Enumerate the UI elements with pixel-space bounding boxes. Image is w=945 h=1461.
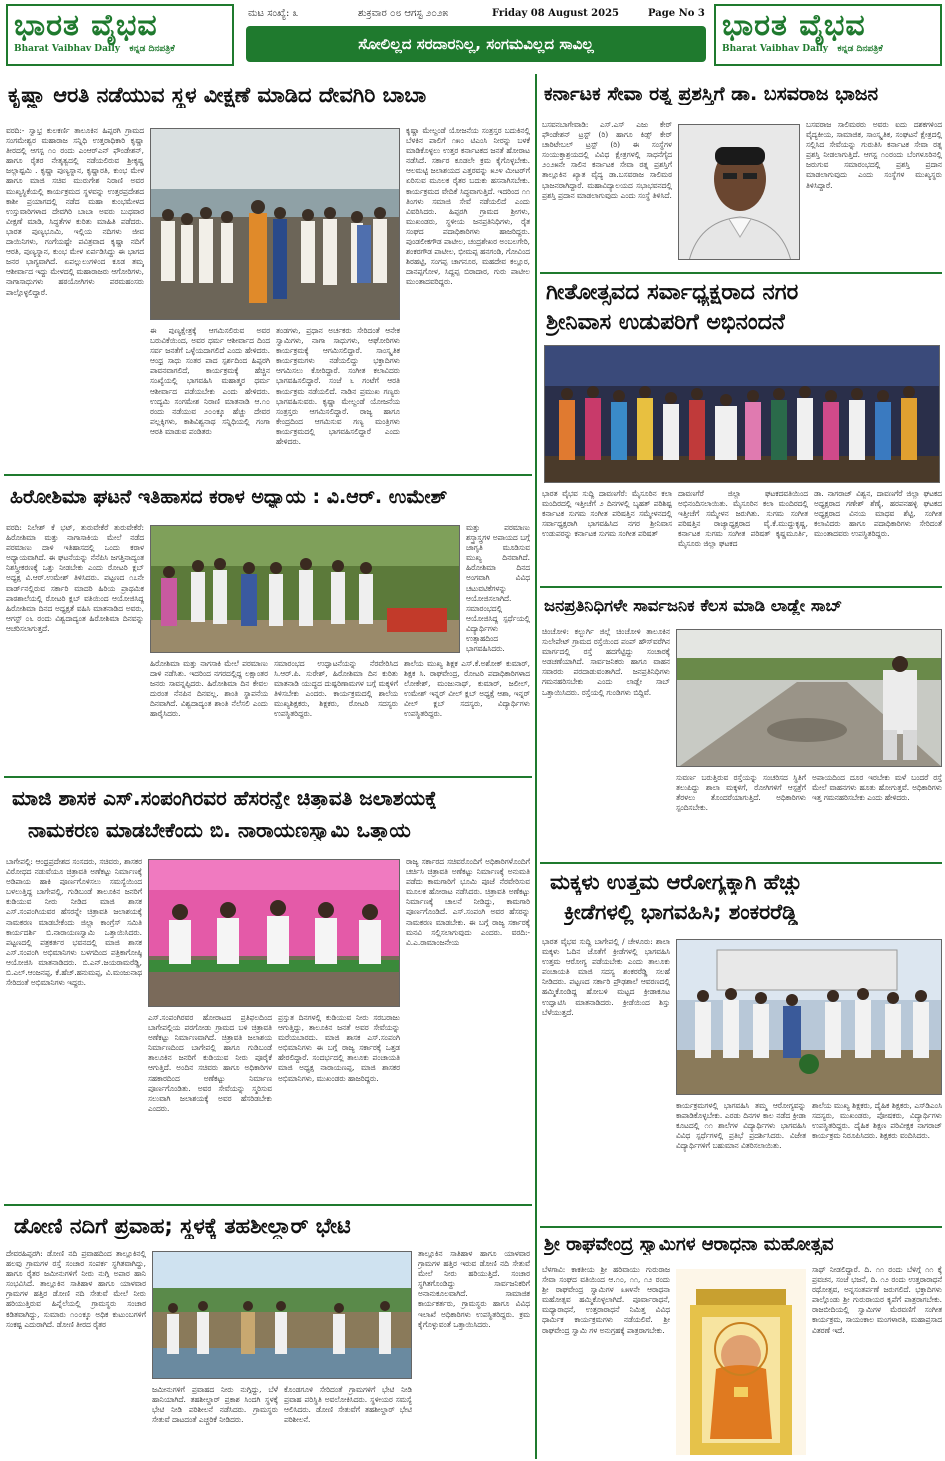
headline: ಕೃಷ್ಣಾ ಆರತಿ ನಡೆಯುವ ಸ್ಥಳ ವೀಕ್ಷಣೆ ಮಾಡಿದ ದೇವಗಿರಿ ಬಾಬಾ [8, 84, 427, 107]
brand-name: ಭಾರತ ವೈಭವ [722, 8, 866, 43]
kannada-date: ಶುಕ್ರವಾರ ೦೮ ಆಗಸ್ಟ ೨೦೨೫ [358, 8, 448, 19]
article-body: ಸುವರ್ಣ ಬರುತ್ತಿರುವ ರಸ್ತೆಯನ್ನು ಸಂಚರಿಸದ ಸ್ಥಿತಿಗೆ ತಲುಪಿದ್ದು ಶಾಲಾ ಮಕ್ಕಳಿಗೆ, ರೋಗಿಗಳಿಗೆ ಆಸ್ಪತ್ರೆಗೆ ತೆರಳಲು ತೊಂದರೆಯಾಗುತ್ತಿದೆ. ಅಧಿಕಾರಿಗಳು ಸ್ಪಂದಿಸಬೇಕು. [676, 773, 806, 813]
headline: ಮಕ್ಕಳು ಉತ್ತಮ ಆರೋಗ್ಯಕ್ಕಾಗಿ ಹೆಚ್ಚು [550, 871, 803, 894]
column-divider [535, 74, 537, 1459]
portrait-photo [678, 124, 800, 260]
issue-bar [240, 6, 708, 24]
news-photo [152, 1251, 412, 1379]
article-body: ಬಸವನಬಾಗೇವಾಡಿ: ಎಸ್.ಎಸ್ ಎಜು ಕೇರ್ ಫೌಂಡೇಶನ್ ಟ್ರಸ್ಟ್ (ರಿ) ಹಾಗೂ ಕಿಡ್ಸ್ ಕೇರ್ ಚಾರಿಟೇಬಲ್ ಟ್ರಸ್ಟ್ (ರಿ) ಈ ಸಂಸ್ಥೆಗಳ ಸಂಯುಕ್ತಾಶ್ರಯದಲ್ಲಿ ವಿವಿಧ ಕ್ಷೇತ್ರಗಳಲ್ಲಿ ಸಾಧನೆಗೈದ ೨೦೨೫ನೇ ಸಾಲಿನ ಕರ್ನಾಟಕ ಸೇವಾ ರತ್ನ ಪ್ರಶಸ್ತಿಗೆ ತಾಲ್ಲೂಕಿನ ಖ್ಯಾತ ವೈದ್ಯ ಡಾ.ಬಸವರಾಜ ಸಾಲಿಮಠ ಭಾಜನರಾಗಿದ್ದಾರೆ. ಮಹಾವಿದ್ಯಾಲಯದ ಸಭಾಭವನದಲ್ಲಿ ಪ್ರಶಸ್ತಿ ಪ್ರದಾನ ಮಾಡಲಾಗುವುದು ಎಂದು ಸಂಸ್ಥೆ ತಿಳಿಸಿದೆ. [542, 120, 672, 200]
article-body: ಅಪಾಯದಿಂದ ದೂರ ಇರಬೇಕು ಮಳೆ ಬಂದರೆ ರಸ್ತೆ ಮೇಲೆ ವಾಹನಗಳು ಹೂತು ಹೋಗುತ್ತವೆ. ಅಧಿಕಾರಿಗಳು ಇತ್ತ ಗಮನಹರಿಸಬೇಕು ಎಂದು ಹೇಳಿದರು. [812, 773, 942, 803]
article-body: ತಂಡಗಳು, ಪ್ರಧಾನ ಅರ್ಚಕರು ಸೇರಿದಂತೆ ಆನೇಕ ಸ್ವಾಮಿಗಳು, ನಾಗಾ ಸಾಧುಗಳು, ಆಘೋರಿಗಳು ಕಾರ್ಯಕ್ರಮಕ್ಕೆ ಆಗಮಿಸಲಿದ್ದಾರೆ. ಸಾಂಸ್ಕೃತಿಕ ಕಾರ್ಯಕ್ರಮಗಳು ನಡೆಯಲಿದ್ದು ಭಕ್ತಾದಿಗಳು ಆಗಮಿಸಲು ಕೋರಿದ್ದಾರೆ. ಸಂಗೀತ ಕಲಾವಿದರು ಭಾಗವಹಿಸಲಿದ್ದಾರೆ. ಸಂಜೆ ೬ ಗಂಟೆಗೆ ಆರತಿ ಕಾರ್ಯಕ್ರಮ ನಡೆಯಲಿದೆ. ನಾಡಿನ ಪ್ರಮುಖ ಗಣ್ಯರು ಭಾಗವಹಿಸುವರು. ಕೃಷ್ಣಾ ಮೇಲ್ದಂಡೆ ಯೋಜನೆಯ ಸಂತ್ರಸ್ತರು ಆಗಮಿಸಲಿದ್ದಾರೆ. ರಾಜ್ಯ ಹಾಗೂ ಕೇಂದ್ರದಿಂದ ಆಗಮಿಸುವ ಗಣ್ಯ ಮಂತ್ರಿಗಳು ಕಾರ್ಯಕ್ರಮದಲ್ಲಿ ಭಾಗವಹಿಸಲಿದ್ದಾರೆ ಎಂದು ಹೇಳಿದರು. [276, 326, 400, 447]
article-sports [538, 865, 945, 1225]
section-divider [4, 1204, 532, 1206]
brand-kannada-sub: ಕನ್ನಡ ದಿನಪತ್ರಿಕೆ [837, 44, 883, 54]
masthead [0, 0, 945, 70]
article-body: ಕೊಂಡಗೂಳಿ ಸೇರಿದಂತೆ ಗ್ರಾಮಗಳಿಗೆ ಭೇಟಿ ನೀಡಿ ಪ್ರವಾಹ ಪರಿಸ್ಥಿತಿ ಅವಲೋಕಿಸಿದರು. ಸ್ಥಳೀಯರ ಸಮಸ್ಯೆ ಆಲಿಸಿದರು. ಡೋಣಿ ಸೇತುವೆಗೆ ತಹಶೀಲ್ದಾರ್ ಭೇಟಿ ಪರಿಶೀಲನೆ. [284, 1385, 412, 1425]
article-sampangiri [0, 779, 533, 1203]
headline: ಕರ್ನಾಟಕ ಸೇವಾ ರತ್ನ ಪ್ರಶಸ್ತಿಗೆ ಡಾ. ಬಸವರಾಜ ಭಾಜನ [544, 84, 879, 105]
article-body: ಕಾರ್ಯಕ್ರಮಗಳಲ್ಲಿ ಭಾಗವಹಿಸಿ ತಮ್ಮ ಆರೋಗ್ಯವನ್ನು ಕಾಪಾಡಿಕೊಳ್ಳಬೇಕು. ಎರಡು ದಿನಗಳ ಕಾಲ ನಡೆದ ಕ್ರೀಡಾ ಕೂಟದಲ್ಲಿ ೧೧ ಶಾಲೆಗಳ ವಿದ್ಯಾರ್ಥಿಗಳು ಭಾಗವಹಿಸಿ ವಿವಿಧ ಸ್ಪರ್ಧೆಗಳಲ್ಲಿ ಪ್ರತಿಭೆ ಪ್ರದರ್ಶಿಸಿದರು. ವಿಜೇತ ವಿದ್ಯಾರ್ಥಿಗಳಿಗೆ ಬಹುಮಾನ ವಿತರಿಸಲಾಯಿತು. [676, 1101, 806, 1151]
headline: ನಾಮಕರಣ ಮಾಡಬೇಕೆಂದು ಬಿ. ನಾರಾಯಣಸ್ವಾಮಿ ಒತ್ತಾಯ [28, 819, 411, 842]
news-photo [150, 128, 400, 320]
article-body: ಶಾಲೆಯ ಮುಖ್ಯ ಶಿಕ್ಷಕ ಎಸ್.ಕೆ.ಅಶೋಕ್ ಕುಮಾರ್, ಶಿಕ್ಷಕ ಸಿ. ರಾಘವೇಂದ್ರ, ರೋಟರಿ ಪದಾಧಿಕಾರಿಗಳಾದ ಲೋಕೇಶ್, ಮಂಜುನಾಥ್, ಕುಮಾರ್, ಜಲೀಲ್, ಉಮೇಶ್ ಇನ್ನರ್ ವೀಲ್ ಕ್ಲಬ್ ಅಧ್ಯಕ್ಷೆ ಆಶಾ, ಇನ್ನರ್ ವೀಲ್ ಕ್ಲಬ್ ಸದಸ್ಯರು, ವಿದ್ಯಾರ್ಥಿಗಳು ಉಪಸ್ಥಿತರಿದ್ದರು. [404, 659, 530, 719]
article-body: ಸಮಾರಂಭದ ಉದ್ಘಾಟನೆಯನ್ನು ನೆರವೇರಿಸಿದ ಸಿ.ಆರ್.ಪಿ. ಸುರೇಶ್, ಹಿರೋಶಿಮಾ ದಿನ ಕುರಿತು ಮಾತನಾಡಿ ಯುದ್ಧದ ದುಷ್ಪರಿಣಾಮಗಳ ಬಗ್ಗೆ ಮಕ್ಕಳಿಗೆ ತಿಳಿಸಬೇಕು ಎಂದರು. ಕಾರ್ಯಕ್ರಮದಲ್ಲಿ ಶಾಲೆಯ ಮುಖ್ಯಶಿಕ್ಷಕರು, ಶಿಕ್ಷಕರು, ರೋಟರಿ ಸದಸ್ಯರು ಉಪಸ್ಥಿತರಿದ್ದರು. [274, 659, 398, 719]
article-body: ಚಿಂಚೋಳಿ: ಕಲ್ಬುರ್ಗಿ ಜಿಲ್ಲೆ ಚಿಂಚೋಳಿ ತಾಲೂಕಿನ ಸುಲೇಪೇಟ್ ಗ್ರಾಮದ ರಸ್ತೆಯಿಂದ ಪಂಪ್ ಹೌಸ್‌ವರೆಗಿನ ಮಾರ್ಗದಲ್ಲಿ ರಸ್ತೆ ಹದಗೆಟ್ಟಿದ್ದು ಸಂಚಾರಕ್ಕೆ ಅಡಚಣೆಯಾಗಿದೆ. ಸಾರ್ವಜನಿಕರು ಹಾಗೂ ವಾಹನ ಸವಾರರು ಪರದಾಡುವಂತಾಗಿದೆ. ಜನಪ್ರತಿನಿಧಿಗಳು ಗಮನಹರಿಸಬೇಕು ಎಂದು ಲಾಡ್ಲೇ ಸಾಬ್ ಒತ್ತಾಯಿಸಿದರು. ರಸ್ತೆಯಲ್ಲಿ ಗುಂಡಿಗಳು ಬಿದ್ದಿವೆ. [542, 627, 670, 697]
article-body: ಭಾರತ ವೈಭವ ಸುದ್ದಿ ದಾವಣಗೆರೆ: ಮೈಸೂರಿನ ಕಲಾ ಮಂದಿರದಲ್ಲಿ ಇತ್ತೀಚೆಗೆ ೨ ದಿನಗಳಲ್ಲಿ ಬೃಹತ್ ಪರಿಶಿಷ್ಟ ಕರ್ನಾಟಕ ಸುಗಮ ಸಂಗೀತ ಪರಿಷತ್ತಿನ ಸಮ್ಮೇಳನದಲ್ಲಿ ಸರ್ವಾಧ್ಯಕ್ಷರಾಗಿ ಭಾಗವಹಿಸಿದ ನಗರ ಶ್ರೀನಿವಾಸ ಉಡುಪರನ್ನು ಕರ್ನಾಟಕ ಸುಗಮ ಸಂಗೀತ ಪರಿಷತ್ [542, 489, 672, 539]
headline: ಮಾಜಿ ಶಾಸಕ ಎಸ್.ಸಂಪಂಗಿರವರ ಹೆಸರನ್ನೇ ಚಿತ್ರಾವತಿ ಜಲಾಶಯಕ್ಕೆ [12, 787, 437, 810]
article-body: ರಾಜ್ಯ ಸರ್ಕಾರದ ಸಚಿವರೊಂದಿಗೆ ಅಧಿಕಾರಿಗಳೊಂದಿಗೆ ಚರ್ಚಿಸಿ ಚಿತ್ರಾವತಿ ಅಣೆಕಟ್ಟು ನಿರ್ಮಾಣಕ್ಕೆ ಅನುಮತಿ ಪಡೆದು ಕಾಮಗಾರಿಗೆ ಭೂಮಿ ಪೂಜೆ ನೆರವೇರಿಸುವ ಮೂಲಕ ಹೋರಾಟ ನಡೆಸಿದರು. ಚಿತ್ರಾವತಿ ಅಣೆಕಟ್ಟು ನಿರ್ಮಾಣಕ್ಕೆ ಚಾಲನೆ ನೀಡಿದ್ದು, ಕಾಮಗಾರಿ ಪೂರ್ಣಗೊಂಡಿದೆ. ಎಸ್.ಸಂಪಂಗಿ ಅವರ ಹೆಸರನ್ನು ನಾಮಕರಣ ಮಾಡಬೇಕು. ಈ ಬಗ್ಗೆ ರಾಜ್ಯ ಸರ್ಕಾರಕ್ಕೆ ಮನವಿ ಸಲ್ಲಿಸಲಾಗುವುದು ಎಂದರು. ವರದಿ:-ವಿ.ಎ.ರಾಮಾಂಜನೇಯ [406, 857, 530, 947]
article-basavaraj [538, 74, 945, 272]
section-divider [540, 272, 942, 274]
article-body: ಮತ್ತು ಪರಮಾಣು ಶಸ್ತ್ರಾಸ್ತ್ರಗಳ ಅಪಾಯದ ಬಗ್ಗೆ ಜಾಗೃತಿ ಮೂಡಿಸುವ ಮುಖ್ಯ ದಿನವಾಗಿದೆ. ಹಿರೋಶಿಮಾ ದಿನದ ಅಂಗವಾಗಿ ವಿವಿಧ ಚಟುವಟಿಕೆಗಳನ್ನು ಆಯೋಜಿಸಲಾಗಿದೆ. ಸಮಾರಂಭದಲ್ಲಿ ಆಯೋಜಿಸಿದ್ದ ಸ್ಪರ್ಧೆಯಲ್ಲಿ ವಿದ್ಯಾರ್ಥಿಗಳು ಉತ್ಸಾಹದಿಂದ ಭಾಗವಹಿಸಿದರು. [466, 523, 530, 653]
article-body: ಬಸವರಾಜ ಸಾಲಿಮಠರು ಅವರು ಐದು ದಶಕಗಳಿಂದ ವೈದ್ಯಕೀಯ, ಸಾಮಾಜಿಕ, ಸಾಂಸ್ಕೃತಿಕ, ಸಂಘಟನೆ ಕ್ಷೇತ್ರದಲ್ಲಿ ಸಲ್ಲಿಸಿದ ಸೇವೆಯನ್ನು ಗುರುತಿಸಿ ಕರ್ನಾಟಕ ಸೇವಾ ರತ್ನ ಪ್ರಶಸ್ತಿ ನೀಡಲಾಗುತ್ತಿದೆ. ಆಗಸ್ಟ ೧೦ರಂದು ಬೆಂಗಳೂರಿನಲ್ಲಿ ಜರುಗುವ ಸಮಾರಂಭದಲ್ಲಿ ಪ್ರಶಸ್ತಿ ಪ್ರದಾನ ಮಾಡಲಾಗುವುದು ಎಂದು ಸಂಸ್ಥೆಗಳ ಮುಖ್ಯಸ್ಥರು ತಿಳಿಸಿದ್ದಾರೆ. [806, 120, 942, 190]
news-photo [676, 939, 942, 1095]
article-body: ಹಿರೋಶಿಮಾ ಮತ್ತು ನಾಗಸಾಕಿ ಮೇಲೆ ಪರಮಾಣು ದಾಳಿ ನಡೆಸಿತು. ಇದರಿಂದ ನಗರದಲ್ಲಿದ್ದ ಲಕ್ಷಾಂತರ ಜನರು ಸಾವನ್ನಪ್ಪಿದರು. ಹಿರೋಶಿಮಾ ದಿನ ಕೇವಲ ದುರಂತ ನೆನಪಿನ ದಿನವಲ್ಲ. ಶಾಂತಿ ಸ್ಥಾಪನೆಯ ದಿನವಾಗಿದೆ. ವಿಶ್ವದಾದ್ಯಂತ ಶಾಂತಿ ನೆಲೆಸಲಿ ಎಂದು ಹಾರೈಸಿದರು. [150, 659, 268, 719]
section-divider [540, 862, 942, 864]
headline: ಡೋಣಿ ನದಿಗೆ ಪ್ರವಾಹ; ಸ್ಥಳಕ್ಕೆ ತಹಶೀಲ್ದಾರ್ ಭೇಟಿ [14, 1215, 351, 1238]
article-body: ಈ ಪುಣ್ಯಕ್ಷೇತ್ರಕ್ಕೆ ಆಗಮಿಸಲಿರುವ ಅವರ ಬರುವಿಕೆಯಿಂದ, ಅವರ ಧರ್ಮ ಆಶೀರ್ವಾದ ದಿಂದ ಸರ್ವ ಜನತೆಗೆ ಒಳ್ಳೆಯದಾಗಲಿದೆ ಎಂದು ಹೇಳಿದರು. ಆಂಧ್ರ ಸಾಧು ಸಂತರ ಪಾದ ಸ್ಪರ್ಶದಿಂದ ಹಿಪ್ಪರಗಿ ಪಾವನವಾಗಲಿದೆ, ಕಾರ್ಯಕ್ರಮಕ್ಕೆ ಹೆಚ್ಚಿನ ಸಂಖ್ಯೆಯಲ್ಲಿ ಭಾಗವಹಿಸಿ ಮಹಾತ್ಮರ ಧರ್ಮ ಆಶೀರ್ವಾದ ಪಡೆಯಬೇಕು ಎಂದು ಹೇಳಿದರು. ಉದ್ಯಮಿ ಸಂಗಮೇಶ ನಿರಾಣಿ ಮಾತನಾಡಿ ಆ.೧೦ ರಂದು ನಡೆಯುವ ೨೦೦ಕ್ಕೂ ಹೆಚ್ಚು ದೇವರ ಪಲ್ಲಕ್ಕಿಗಳು, ಕಾಶಿವಿಶ್ವನಾಥ ಸನ್ನಿಧಿಯಲ್ಲಿ ಗಂಗಾ ಆರತಿ ಮಾಡುವ ಪಂಡಿತರು [150, 326, 270, 436]
article-doni [0, 1207, 533, 1459]
article-body: ವರದಿ:- ಸ್ವಾಭ್ರ ಕುಲಕರ್ಣಿ ತಾಲೂಕಿನ ಹಿಪ್ಪರಗಿ ಗ್ರಾಮದ ಸಂಗಮೇಶ್ವರ ಮಹಾರಾಜ ಸನ್ನಿಧಿ ಉತ್ತರಾಧಿಕಾರಿ ಕೃಷ್ಣಾ ತೀರದಲ್ಲಿ ಆಗಸ್ಟ ೧೦ ರಂದು ಎಂಆರ್‌ಎನ್ ಫೌಂಡೇಶನ್, ಹಾಗೂ ರೈತರ ನೇತೃತ್ವದಲ್ಲಿ ನಡೆಯಲಿರುವ ಶ್ರೀಕೃಷ್ಣ ಜಲ್ಲಾಷ್ಟಮಿ . ಕೃಷ್ಣಾ ಪುಣ್ಯಸ್ನಾನ, ಕೃಷ್ಣಾರತಿ, ಕುಂಭ ಮೇಳ ಹಾಗೂ ಮಾಜಿ ಸಚಿವ ಮುರುಗೇಶ ನಿರಾಣಿ ಅವರ ಮುಖ್ಯಸ್ಥಿಕೆಯಲ್ಲಿ ಕಾರ್ಯಕ್ರಮದ ಸ್ಥಳವನ್ನು ಉತ್ತರಪ್ರದೇಶದ ಕಾಶೀ ಪ್ರಯಾಗದಲ್ಲಿ ನಡೆದ ಮಹಾ ಕುಂಭಮೇಳದ ಉಸ್ತುವಾರಿಗಳಾದ ದೇವಗಿರಿ ಬಾಬಾ ಅವರು ಬುಧವಾರ ವೀಕ್ಷಣೆ ಮಾಡಿ, ಸಿದ್ಧತೆಗಳ ಕುರಿತು ಮಾಹಿತಿ ಪಡೆದರು. ಭಾರತ ಪುಣ್ಯಭೂಮಿ, ಇಲ್ಲಿಯ ನದಿಗಳು ಜೀವ ದಾಯಿನಿಗಳು, ಗಂಗೆಯಷ್ಟೇ ಪವಿತ್ರವಾದ ಕೃಷ್ಣಾ ನದಿಗೆ ಆರತಿ, ಪುಣ್ಯಸ್ನಾನ, ಕುಂಭ ಮೇಳ ಏರ್ಪಡಿಸಿದ್ದು ಈ ಭಾಗದ ಜನರ ಭಾಗ್ಯವಾಗಿದೆ. ಏಪಲ್ಲುಲುಗಳಿಂದ ಕೂಡ ತಮ್ಮ ಆಶೀರ್ವಾದ ಇದ್ದು ಮೇಳದಲ್ಲಿ ಮಹಾರಾಜರು ಆಗೋರಿಗಳು, ನಾಗಾಸಾಧುಗಳು ಹಠಯೋಗಿಗಳು ಪರಮಹಂಸರು ಪಾಲ್ಗೊಳ್ಳಲಿದ್ದಾರೆ. [6, 126, 144, 297]
article-body: ಬಾಗೇಪಲ್ಲಿ: ಆಂಧ್ರಪ್ರದೇಶದ ಸಂಸದರು, ಸಚಿವರು, ಶಾಸಕರ ವಿರೋಧದ ನಡುವೆಯೂ ಚಿತ್ರಾವತಿ ಅಣೆಕಟ್ಟು ನಿರ್ಮಾಣಕ್ಕೆ ಅಡಿಪಾಯ ಹಾಕಿ ಪೂರ್ಣಗೊಳಿಸಲು ಸಮಸ್ಯೆಯಿಂದ ಬಳಲುತ್ತಿದ್ದ ಬಾಗೇಪಲ್ಲಿ, ಗುಡಿಬಂಡೆ ತಾಲೂಕಿನ ಜನರಿಗೆ ಕುಡಿಯುವ ನೀರು ನೀಡಿದ ಮಾಜಿ ಶಾಸಕ ಎಸ್.ಸಂಪಂಗಿಯವರ ಹೆಸರನ್ನೇ ಚಿತ್ರಾವತಿ ಜಲಾಶಯಕ್ಕೆ ನಾಮಕರಣ ಮಾಡಬೇಕೆಂದು ಜಿಲ್ಲಾ ಕಾಂಗ್ರೆಸ್ ಸಮಿತಿ ಕಾರ್ಯದರ್ಶಿ ಬಿ.ನಾರಾಯಣಸ್ವಾಮಿ ಒತ್ತಾಯಿಸಿದರು. ಪಟ್ಟಣದಲ್ಲಿ ಪತ್ರಕರ್ತರ ಭವನದಲ್ಲಿ ಮಾಜಿ ಶಾಸಕ ಎಸ್.ಸಂಪಂಗಿ ಅಭಿಮಾನಿಗಳು ಬಳಗದಿಂದ ಪತ್ರಿಕಾಗೋಷ್ಠಿ ಆಯೋಜಿಸಿ ಮಾತನಾಡಿದರು. ಬಿ.ಎನ್.ಜಯರಾಮರೆಡ್ಡಿ, ಬಿ.ಎಲ್.ಆಂಜನಪ್ಪ, ಕೆ.ಹೆಚ್.ಹನುಮಪ್ಪ, ವಿ.ಮಂಜುನಾಥ ಸೇರಿದಂತೆ ಅಭಿಮಾನಿಗಳು ಇದ್ದರು. [6, 857, 142, 988]
brand-english: Bharat Vaibhav Daily [722, 44, 828, 54]
volume: ಮಟ ಸಂಖ್ಯೆ: ೩ [248, 8, 299, 19]
headline: ಜನಪ್ರತಿನಿಧಿಗಳೇ ಸಾರ್ವಜನಿಕ ಕೆಲಸ ಮಾಡಿ ಲಾಡ್ಲೇ ಸಾಬ್ [544, 597, 843, 615]
brand-english: Bharat Vaibhav Daily [14, 44, 120, 54]
section-divider [4, 474, 532, 476]
section-divider [4, 776, 532, 778]
article-body: ಶಾಲೆಯ ಮುಖ್ಯ ಶಿಕ್ಷಕರು, ದೈಹಿಕ ಶಿಕ್ಷಕರು, ಎಸ್‌ಡಿಎಂಸಿ ಸದಸ್ಯರು, ಮುಖಂಡರು, ಪೋಷಕರು, ವಿದ್ಯಾರ್ಥಿಗಳು ಉಪಸ್ಥಿತರಿದ್ದರು. ದೈಹಿಕ ಶಿಕ್ಷಣ ಪರಿವೀಕ್ಷಕ ನಾಗರಾಜ್ ಕಾರ್ಯಕ್ರಮ ನಿರೂಪಿಸಿದರು. ಶಿಕ್ಷಕರು ವಂದಿಸಿದರು. [812, 1101, 942, 1141]
article-ladle-sab [538, 589, 945, 861]
headline: ಶ್ರೀನಿವಾಸ ಉಡುಪರಿಗೆ ಅಭಿನಂದನೆ [546, 311, 785, 335]
article-body: ಭಾರತ ವೈಭವ ಸುದ್ದಿ ಬಾಗೇಪಲ್ಲಿ / ಚೇಳೂರು: ಶಾಲಾ ಮಕ್ಕಳು ಓದಿನ ಜೊತೆಗೆ ಕ್ರೀಡೆಗಳಲ್ಲಿ ಭಾಗವಹಿಸಿ ಉತ್ತಮ ಆರೋಗ್ಯ ಪಡೆಯಬೇಕು ಎಂದು ತಾಲೂಕು ಪಂಚಾಯತಿ ಮಾಜಿ ಸದಸ್ಯ ಶಂಕರರೆಡ್ಡಿ ಸಲಹೆ ನೀಡಿದರು. ಪಟ್ಟಣದ ಸರ್ಕಾರಿ ಪ್ರೌಢಶಾಲೆ ಆವರಣದಲ್ಲಿ ಹಮ್ಮಿಕೊಂಡಿದ್ದ ಹೋಬಳಿ ಮಟ್ಟದ ಕ್ರೀಡಾಕೂಟ ಉದ್ಘಾಟಿಸಿ ಮಾತನಾಡಿದರು. ಕ್ರೀಡೆಯಿಂದ ಶಿಸ್ತು ಬೆಳೆಯುತ್ತದೆ. [542, 937, 670, 1017]
headline: ಗೀತೋತ್ಸವದ ಸರ್ವಾಧ್ಯಕ್ಷರಾದ ನಗರ [546, 281, 799, 305]
section-divider [540, 1226, 942, 1228]
brand-logo-right [714, 4, 942, 66]
article-body: ಬೆಳಗಾವಿ: ಕಾಕತೀಯ ಶ್ರೀ ಹರಿವಾಯು ಗುರುರಾಜ ಸೇವಾ ಸಂಘದ ವತಿಯಿಂದ ಆ.೧೦, ೧೧, ೧೨ ರಂದು ಶ್ರೀ ರಾಘವೇಂದ್ರ ಸ್ವಾಮಿಗಳ ೩೫೪ನೇ ಆರಾಧನಾ ಮಹೋತ್ಸವ ಹಮ್ಮಿಕೊಳ್ಳಲಾಗಿದೆ. ಪೂರ್ವಾರಾಧನೆ, ಮಧ್ಯಾರಾಧನೆ, ಉತ್ತರಾರಾಧನೆ ನಿಮಿತ್ತ ವಿವಿಧ ಧಾರ್ಮಿಕ ಕಾರ್ಯಕ್ರಮಗಳು ನಡೆಯಲಿವೆ. ಶ್ರೀ ರಾಘವೇಂದ್ರ ಸ್ವಾಮಿ ಗಳ ಅನುಗ್ರಹಕ್ಕೆ ಪಾತ್ರರಾಗಬೇಕು. [542, 1265, 670, 1335]
headline: ಶ್ರೀ ರಾಘವೇಂದ್ರ ಸ್ವಾಮಿಗಳ ಆರಾಧನಾ ಮಹೋತ್ಸವ [544, 1235, 834, 1255]
tagline: ಸೋಲಿಲ್ಲದ ಸರದಾರನಿಲ್ಲ, ಸಂಗಮವಿಲ್ಲದ ಸಾವಿಲ್ಲ [246, 26, 706, 62]
page-number: Page No 3 [648, 8, 705, 19]
article-body: ಪ್ರಸ್ತುತ ದಿನಗಳಲ್ಲಿ ಕುಡಿಯುವ ನೀರು ಸರಬರಾಜು ಆಗುತ್ತಿದ್ದು, ತಾಲೂಕಿನ ಜನತೆ ಅವರ ಸೇವೆಯನ್ನು ಮರೆಯಬಾರದು. ಮಾಜಿ ಶಾಸಕ ಎಸ್.ಸಂಪಂಗಿ ಅಭಿಮಾನಿಗಳು ಈ ಬಗ್ಗೆ ರಾಜ್ಯ ಸರ್ಕಾರಕ್ಕೆ ಒತ್ತಡ ಹೇರಲಿದ್ದಾರೆ. ಸಂದರ್ಭದಲ್ಲಿ ತಾಲೂಕು ಪಂಚಾಯತಿ ಮಾಜಿ ಅಧ್ಯಕ್ಷ ನಾರಾಯಣಪ್ಪ, ಮಾಜಿ ಶಾಸಕರ ಅಭಿಮಾನಿಗಳು, ಮುಖಂಡರು ಹಾಜರಿದ್ದರು. [278, 1013, 400, 1083]
article-hiroshima [0, 477, 533, 774]
article-body: ಸಾಥ್ ನೀಡಲಿದ್ದಾರೆ. ದಿ. ೧೧ ರಂದು ಬೆಳಿಗ್ಗೆ ೧೧ ಕ್ಕೆ ಪ್ರವಚನ, ಸಂಜೆ ಭಜನೆ, ದಿ. ೧೨ ರಂದು ಉತ್ತರಾರಾಧನೆ ರಥೋತ್ಸವ, ಅನ್ನಸಂತರ್ಪಣೆ ಜರುಗಲಿದೆ. ಭಕ್ತಾದಿಗಳು ಪಾಲ್ಗೊಂಡು ಶ್ರೀ ಗುರುರಾಯರ ಕೃಪೆಗೆ ಪಾತ್ರರಾಗಬೇಕು. ರಾಜಬೀದಿಯಲ್ಲಿ ಸ್ವಾಮಿಗಳ ಮೆರವಣಿಗೆ ಸಂಗೀತ ಕಾರ್ಯಕ್ರಮ, ಸಾಯಂಕಾಲ ಮಂಗಳಾರತಿ, ಮಹಾಪ್ರಸಾದ ವಿತರಣೆ ಇದೆ. [812, 1265, 942, 1335]
article-body: ವರದಿ: ನಿಲೇಶ್ ಕೆ ಭಟ್, ತುರುವೇಕೆರೆ ತುರುವೇಕೆರೆ: ಹಿರೋಶಿಮಾ ಮತ್ತು ನಾಗಾಸಾಕಿಯ ಮೇಲೆ ನಡೆದ ಪರಮಾಣು ದಾಳಿ ಇತಿಹಾಸದಲ್ಲಿ ಒಂದು ಕರಾಳ ಅಧ್ಯಾಯವಾಗಿದೆ. ಈ ಘಟನೆಯನ್ನು ನೆನೆಪಿಸಿ ಜಗತ್ತಿನಾದ್ಯಂತ ನಿಶಸ್ತ್ರೀಕರಣಕ್ಕೆ ಒತ್ತು ನೀಡಬೇಕು ಎಂದು ರೋಟರಿ ಕ್ಲಬ್ ಅಧ್ಯಕ್ಷ ವಿ.ಆರ್.ಉಮೇಶ್ ತಿಳಿಸಿದರು. ಪಟ್ಟಣದ ೧೭ನೇ ವಾರ್ಡ್‌ನಲ್ಲಿರುವ ಸರ್ಕಾರಿ ಮಾದರಿ ಹಿರಿಯ ಪ್ರಾಥಮಿಕ ಪಾಠಶಾಲೆಯಲ್ಲಿ ರೋಟರಿ ಕ್ಲಬ್ ವತಿಯಿಂದ ಆಯೋಜಿಸಿದ್ದ ಹಿರೋಶಿಮಾ ದಿನದ ಅಧ್ಯಕ್ಷತೆ ವಹಿಸಿ ಮಾತನಾಡಿದ ಅವರು, ಆಗಸ್ಟ್ ೦೬ ರಂದು ವಿಶ್ವದಾದ್ಯಂತ ಹಿರೋಶಿಮಾ ದಿನವನ್ನು ಆಚರಿಸಲಾಗುತ್ತದೆ. [6, 523, 144, 633]
english-date: Friday 08 August 2025 [492, 8, 620, 19]
brand-logo-left [6, 4, 234, 66]
news-photo [676, 629, 942, 767]
news-photo [544, 345, 940, 483]
article-body: ದಾವಣಗೆರೆ ಜಿಲ್ಲಾ ಘಟಕದವತಿಯಿಂದ ಅಭಿನಂದಿಸಲಾಯಿತು. ಮೈಸೂರಿನ ಕಲಾ ಮಂದಿರದಲ್ಲಿ ಇತ್ತೀಚೆಗೆ ಸಮ್ಮೇಳನ ಜರುಗಿತು. ಸುಗಮ ಸಂಗೀತ ಪರಿಷತ್ತಿನ ರಾಜ್ಯಾಧ್ಯಕ್ಷರಾದ ವೈ.ಕೆ.ಮುದ್ದುಕೃಷ್ಣ, ಕರ್ನಾಟಕ ಸುಗಮ ಸಂಗೀತ ಪರಿಷತ್ ಕೃಷ್ಣಮೂರ್ತಿ, ಮೈಸೂರು ಜಿಲ್ಲಾ ಘಟಕದ [678, 489, 808, 549]
article-body: ಡಾ. ನಾಗರಾಜ್ ವಿಶ್ವನ, ದಾವಣಗೆರೆ ಜಿಲ್ಲಾ ಘಟಕದ ಅಧ್ಯಕ್ಷರಾದ ಗಣೇಶ್ ಶೆಣೈ, ಹರಪನಹಳ್ಳಿ ಘಟಕದ ಅಧ್ಯಕ್ಷರಾದ ವಿನಯ ಮಾಧವ ಶೆಟ್ಟಿ, ಸಂಗೀತ ಕಲಾವಿದರು ಹಾಗೂ ಪದಾಧಿಕಾರಿಗಳು ಸೇರಿದಂತೆ ಮುಂತಾದವರು ಉಪಸ್ಥಿತರಿದ್ದರು. [814, 489, 942, 539]
article-body: ಎಸ್.ಸಂಪಂಗಿರವರ ಹೋರಾಟದ ಪ್ರತಿಫಲದಿಂದ ಬಾಗೇಪಲ್ಲಿಯ ಪರಗೋಡು ಗ್ರಾಮದ ಬಳಿ ಚಿತ್ರಾವತಿ ಅಣೆಕಟ್ಟು ನಿರ್ಮಾಣವಾಗಿದೆ. ಚಿತ್ರಾವತಿ ಜಲಾಶಯ ನಿರ್ಮಾಣದಿಂದ ಬಾಗೇಪಲ್ಲಿ ಹಾಗೂ ಗುಡಿಬಂಡೆ ತಾಲೂಕಿನ ಜನರಿಗೆ ಕುಡಿಯುವ ನೀರು ಪೂರೈಕೆ ಆಗುತ್ತಿದೆ. ಅಂದಿನ ಸಚಿವರು ಹಾಗೂ ಅಧಿಕಾರಿಗಳ ಸಹಕಾರದಿಂದ ಅಣೆಕಟ್ಟು ನಿರ್ಮಾಣ ಪೂರ್ಣಗೊಂಡಿತು. ಅವರ ಸೇವೆಯನ್ನು ಸ್ಮರಿಸುವ ಸಲುವಾಗಿ ಜಲಾಶಯಕ್ಕೆ ಅವರ ಹೆಸರಿಡಬೇಕು ಎಂದರು. [148, 1013, 272, 1113]
headline: ಹಿರೋಶಿಮಾ ಘಟನೆ ಇತಿಹಾಸದ ಕರಾಳ ಅಧ್ಯಾಯ : ವಿ.ಆರ್. ಉಮೇಶ್ [10, 487, 448, 508]
headline: ಕ್ರೀಡೆಗಳಲ್ಲಿ ಭಾಗವಹಿಸಿ; ಶಂಕರರೆಡ್ಡಿ [564, 901, 798, 924]
section-divider [540, 586, 942, 588]
brand-name: ಭಾರತ ವೈಭವ [14, 8, 158, 43]
news-photo [150, 525, 460, 653]
article-gitotsava [538, 275, 945, 585]
article-body: ಜಮೀನುಗಳಿಗೆ ಪ್ರವಾಹದ ನೀರು ನುಗ್ಗಿದ್ದು, ಬೆಳೆ ಹಾನಿಯಾಗಿದೆ. ತಹಶೀಲ್ದಾರ್ ಪ್ರಕಾಶ ಸಿಂದಗಿ ಸ್ಥಳಕ್ಕೆ ಭೇಟಿ ನೀಡಿ ಪರಿಶೀಲನೆ ನಡೆಸಿದರು. ಗ್ರಾಮಸ್ಥರು ಸೇತುವೆ ದಾಟದಂತೆ ಎಚ್ಚರಿಕೆ ನೀಡಿದರು. [152, 1385, 278, 1425]
deity-image [676, 1269, 806, 1455]
article-body: ಕೃಷ್ಣಾ ಮೇಲ್ದಂಡೆ ಯೋಜನೆಯ ಸಂತ್ರಸ್ತರ ಬದುಕಿನಲ್ಲಿ ಬೆಳಕಿನ ಪಾಲಿಗೆ ೧೫೦ ಟಿಎಂಸಿ ನೀರನ್ನು ಬಳಕೆ ಮಾಡಿಕೊಳ್ಳಲು ಉತ್ತರ ಕರ್ನಾಟಕದ ಜನತೆ ಹೋರಾಟ ನಡೆಸಿದೆ. ಸರ್ಕಾರ ಕೂಡಲೇ ಕ್ರಮ ಕೈಗೊಳ್ಳಬೇಕು. ಆಲಮಟ್ಟಿ ಜಲಾಶಯದ ಎತ್ತರವನ್ನು ೫೨೪ ಮೀಟರ್‌ಗೆ ಏರಿಸುವ ಮೂಲಕ ರೈತರ ಬದುಕು ಹಸನಾಗಿಸಬೇಕು. ಕಾರ್ಯಕ್ರಮದ ವೇದಿಕೆ ಸಿದ್ಧವಾಗುತ್ತಿದೆ. ಇದರಿಂದ ೧೧ ತಿಂಗಳು ಸಮಾಜಿ ಸೇವೆ ನಡೆಯಲಿದೆ ಎಂದು ವಿವರಿಸಿದರು. ಹಿಪ್ಪರಗಿ ಗ್ರಾಮದ ಶ್ರೀಗಳು, ಮುಖಂಡರು, ಸ್ಥಳೀಯ ಜನಪ್ರತಿನಿಧಿಗಳು, ರೈತ ಸಂಘದ ಪದಾಧಿಕಾರಿಗಳು ಹಾಜರಿದ್ದರು. ಪುಂಡಲೀಕಗೌಡ ಪಾಟೀಲ, ಚಂದ್ರಶೇಖರ ಅಂಬಲಗೇರಿ, ಶಂಕರಗೌಡ ಪಾಟೀಲ, ಭೀಮಪ್ಪ ಹನಗಂಡಿ, ಗೋವಿಂದ ಶಿರಹಟ್ಟಿ, ಸಂಗಪ್ಪ ಚಾಗನೂರ, ಮಹದೇವ ಕಲ್ಲೂರ, ದಾನಪ್ಪಗೋಳ, ಸಿದ್ದಪ್ಪ ಬಿರಾದಾರ, ಗುರು ಪಾಟೀಲ ಮುಂತಾದವರಿದ್ದರು. [406, 126, 530, 287]
news-photo [148, 859, 400, 1007]
article-raghavendra [538, 1229, 945, 1459]
brand-kannada-sub: ಕನ್ನಡ ದಿನಪತ್ರಿಕೆ [129, 44, 175, 54]
article-krishna [0, 74, 533, 474]
article-body: ತಾಲ್ಲೂಕಿನ ಸಾತಿಹಾಳ ಹಾಗೂ ಯಾಳವಾರ ಗ್ರಾಮಗಳ ಹತ್ತಿರ ಇರುವ ಡೋಣಿ ನದಿ ಸೇತುವೆ ಮೇಲೆ ನೀರು ಹರಿಯುತ್ತಿದೆ. ಸಂಚಾರ ಸ್ಥಗಿತಗೊಂಡಿದ್ದು ಸಾರ್ವಜನಿಕರಿಗೆ ಅನಾನುಕೂಲವಾಗಿದೆ. ಸಾಮಾಜಿಕ ಕಾರ್ಯಕರ್ತರು, ಗ್ರಾಮಸ್ಥರು ಹಾಗೂ ವಿವಿಧ ಇಲಾಖೆ ಅಧಿಕಾರಿಗಳು ಉಪಸ್ಥಿತರಿದ್ದರು. ಕ್ರಮ ಕೈಗೊಳ್ಳುವಂತೆ ಒತ್ತಾಯಿಸಿದರು. [418, 1249, 530, 1329]
article-body: ದೇವರಹಿಪ್ಪರಗಿ: ಡೋಣಿ ನದಿ ಪ್ರವಾಹದಿಂದ ತಾಲ್ಲೂಕಿನಲ್ಲಿ ಹಲವು ಗ್ರಾಮಗಳ ರಸ್ತೆ ಸಂಚಾರ ಸಂಪರ್ಕ ಸ್ಥಗಿತವಾಗಿದ್ದು, ಹಾಗೂ ರೈತರ ಜಮೀನುಗಳಿಗೆ ನೀರು ನುಗ್ಗಿ ಅಪಾರ ಹಾನಿ ಸಂಭವಿಸಿದೆ. ತಾಲ್ಲೂಕಿನ ಸಾತಿಹಾಳ ಹಾಗೂ ಯಾಳವಾರ ಗ್ರಾಮಗಳ ಹತ್ತಿರ ಡೋಣಿ ನದಿ ಸೇತುವೆ ಮೇಲೆ ನೀರು ಹರಿಯುತ್ತಿರುವ ಹಿನ್ನೆಲೆಯಲ್ಲಿ ಗ್ರಾಮಸ್ಥರು ಸಂಚಾರ ಕಡಿತವಾಗಿದ್ದು, ಸುಮಾರು ೧೦೦ಕ್ಕೂ ಅಧಿಕ ಕುಟುಂಬಗಳಿಗೆ ಸಂಕಷ್ಟ ಎದುರಾಗಿದೆ. ಡೋಣಿ ತೀರದ ರೈತರ [6, 1249, 146, 1329]
